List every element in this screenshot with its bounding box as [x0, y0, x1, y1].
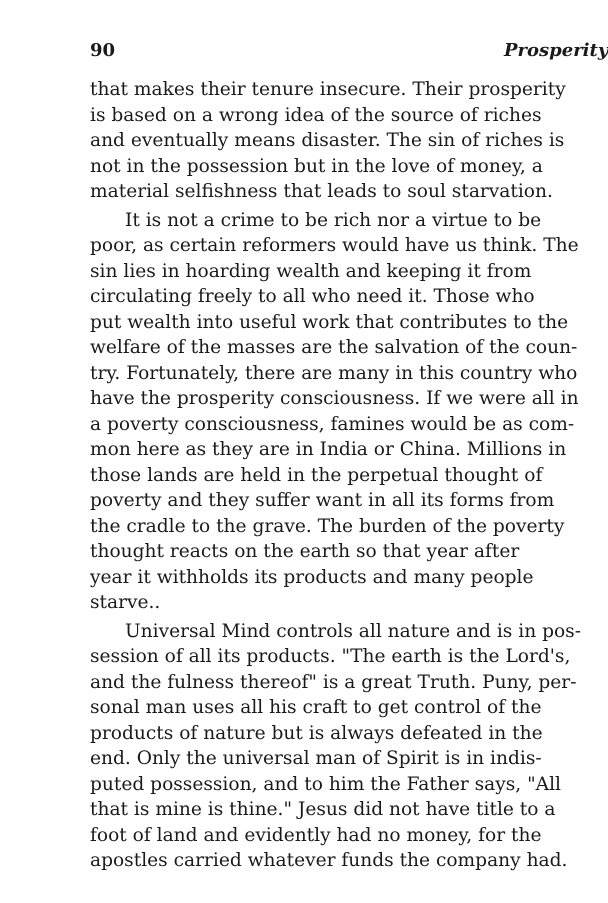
- text-line: have the prosperity consciousness. If we were all in: [90, 388, 579, 409]
- running-head: [90, 40, 608, 64]
- text-line: year it withholds its products and many people: [90, 566, 534, 588]
- text-line: the cradle to the grave. The burden of the poverty: [90, 515, 565, 537]
- text-line: mon here as they are in India or China. Millions in: [90, 439, 567, 460]
- body-text: [90, 77, 580, 874]
- text-line: session of all its products. "The earth is the Lord's,: [90, 646, 571, 667]
- text-line: is based on a wrong idea of the source of riches: [90, 104, 542, 126]
- text-line: and the fulness thereof" is a great Truth. Puny, per-: [90, 671, 577, 693]
- text-line: that makes their tenure insecure. Their prosperity: [90, 79, 566, 100]
- text-line: sonal man uses all his craft to get control of the: [90, 697, 542, 718]
- text-line: try. Fortunately, there are many in this country who: [90, 362, 578, 384]
- text-line: welfare of the masses are the salvation of the coun-: [90, 337, 578, 358]
- text-line: poverty and they suffer want in all its forms from: [90, 490, 555, 511]
- text-line: that is mine is thine." Jesus did not have title to a: [90, 799, 556, 820]
- running-title: Prosperity: [504, 40, 608, 61]
- text-line: not in the possession but in the love of money, a: [90, 155, 543, 177]
- text-line: those lands are held in the perpetual thought of: [90, 464, 543, 486]
- paragraph-1: [90, 77, 580, 205]
- page-number: 90: [90, 40, 116, 61]
- text-line: put wealth into useful work that contributes to the: [90, 311, 569, 333]
- text-line: apostles carried whatever funds the company had.: [90, 850, 568, 871]
- text-line: and eventually means disaster. The sin of riches is: [90, 130, 565, 151]
- text-line: puted possession, and to him the Father says, "All: [90, 773, 561, 795]
- text-line: foot of land and evidently had no money, for the: [90, 824, 542, 846]
- text-line: It is not a crime to be rich nor a virtue to be: [125, 209, 542, 231]
- text-line: Universal Mind controls all nature and is in pos-: [125, 620, 582, 642]
- text-line: end. Only the universal man of Spirit is in indis-: [90, 748, 542, 769]
- text-line: sin lies in hoarding wealth and keeping it from: [90, 260, 532, 282]
- text-line: products of nature but is always defeated in the: [90, 722, 543, 744]
- paragraph-3: [90, 619, 580, 874]
- text-line: poor, as certain reformers would have us think. The: [90, 235, 579, 256]
- text-line: thought reacts on the earth so that year after: [90, 541, 520, 562]
- text-line: material selfishness that leads to soul starvation.: [90, 181, 553, 202]
- text-line: a poverty consciousness, famines would be as com-: [90, 413, 575, 435]
- paragraph-2: [90, 208, 580, 616]
- text-line: circulating freely to all who need it. Those who: [90, 286, 535, 307]
- text-line: starve..: [90, 592, 161, 613]
